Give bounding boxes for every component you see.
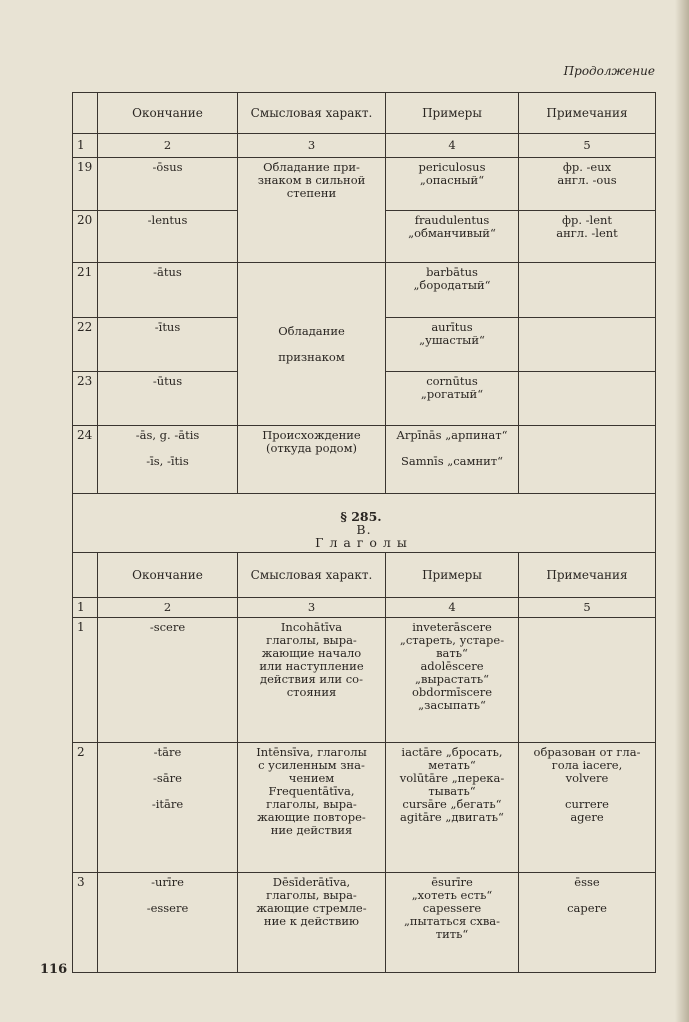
section-heading <box>73 494 656 553</box>
note-cell: образован от гла- гола iacere, volvere currere agere <box>519 743 656 873</box>
section-heading-row <box>73 494 656 553</box>
noun-suffix-table <box>72 92 656 973</box>
example-cell: fraudulentus „обманчивый“ <box>386 211 519 263</box>
row-number: 23 <box>73 372 98 426</box>
ending-cell: -lentus <box>98 211 238 263</box>
ending-cell: -tāre -sāre -itāre <box>98 743 238 873</box>
meaning-cell: Incohātīva глаголы, выра- жающие начало или наступление действия или со- стояния <box>238 618 386 743</box>
ending-cell: -scere <box>98 618 238 743</box>
header-meaning: Смысловая характ. <box>238 93 386 134</box>
example-cell: cornūtus „рогатый“ <box>386 372 519 426</box>
column-number-row <box>73 134 656 158</box>
example-cell: ēsurīre „хотеть есть“ capessere „пытаться схва- тить“ <box>386 873 519 973</box>
header-ending: Окончание <box>98 553 238 598</box>
meaning-cell: Обладание признаком <box>238 263 386 426</box>
ending-cell: -ātus <box>98 263 238 318</box>
note-cell: фр. -lent англ. -lent <box>519 211 656 263</box>
header-examples: Примеры <box>386 553 519 598</box>
note-cell <box>519 263 656 318</box>
ending-cell: -urīre -essere <box>98 873 238 973</box>
col-number: 1 <box>73 598 98 618</box>
meaning-cell: Intēnsīva, глаголы с усиленным зна- чением Frequentātīva, глаголы, выра- жающие повторе- ние действия <box>238 743 386 873</box>
page-edge-shadow <box>675 0 689 1022</box>
ending-cell: -ōsus <box>98 158 238 211</box>
header-row <box>73 93 656 134</box>
row-number: 24 <box>73 426 98 494</box>
column-number-row <box>73 598 656 618</box>
header-meaning: Смысловая характ. <box>238 553 386 598</box>
table-row <box>73 263 656 318</box>
note-cell: ēsse capere <box>519 873 656 973</box>
header-notes: Примечания <box>519 93 656 134</box>
header-ending: Окончание <box>98 93 238 134</box>
example-cell: periculosus „опасный“ <box>386 158 519 211</box>
table-row <box>73 426 656 494</box>
ending-cell: -ītus <box>98 318 238 372</box>
header-blank <box>73 553 98 598</box>
table-row <box>73 743 656 873</box>
col-number: 4 <box>386 598 519 618</box>
table-row <box>73 873 656 973</box>
page-number: 116 <box>40 962 68 977</box>
meaning-cell: Dēsīderātīva, глаголы, выра- жающие стремле- ние к действию <box>238 873 386 973</box>
note-cell: фр. -eux англ. -ous <box>519 158 656 211</box>
example-cell: barbātus „бородатый“ <box>386 263 519 318</box>
row-number: 2 <box>73 743 98 873</box>
example-cell: iactāre „бросать, метать“ volūtāre „перека- тывать“ cursāre „бегать“ agitāre „двигать“ <box>386 743 519 873</box>
header-notes: Примечания <box>519 553 656 598</box>
note-cell <box>519 318 656 372</box>
row-number: 1 <box>73 618 98 743</box>
note-cell <box>519 372 656 426</box>
col-number: 3 <box>238 598 386 618</box>
ending-cell: -ās, g. -ātis -īs, -ītis <box>98 426 238 494</box>
example-cell: Arpīnās „арпинат“ Samnīs „самнит“ <box>386 426 519 494</box>
note-cell <box>519 426 656 494</box>
example-cell: aurītus „ушастый“ <box>386 318 519 372</box>
row-number: 19 <box>73 158 98 211</box>
col-number: 5 <box>519 134 656 158</box>
note-cell <box>519 618 656 743</box>
row-number: 20 <box>73 211 98 263</box>
ending-cell: -ūtus <box>98 372 238 426</box>
section-letter: В. <box>356 522 372 537</box>
table-row <box>73 618 656 743</box>
col-number: 5 <box>519 598 656 618</box>
col-number: 3 <box>238 134 386 158</box>
col-number: 1 <box>73 134 98 158</box>
header-row <box>73 553 656 598</box>
meaning-cell: Происхождение (откуда родом) <box>238 426 386 494</box>
example-cell: inveterāscere „стареть, устаре- вать“ adolēscere „вырастать“ obdormīscere „засыпать“ <box>386 618 519 743</box>
header-blank <box>73 93 98 134</box>
col-number: 4 <box>386 134 519 158</box>
row-number: 22 <box>73 318 98 372</box>
meaning-cell: Обладание при- знаком в сильной степени <box>238 158 386 263</box>
row-number: 3 <box>73 873 98 973</box>
col-number: 2 <box>98 598 238 618</box>
running-head: Продолжение <box>563 64 655 78</box>
row-number: 21 <box>73 263 98 318</box>
section-number: § 285. <box>340 509 382 524</box>
col-number: 2 <box>98 134 238 158</box>
table-row <box>73 158 656 211</box>
header-examples: Примеры <box>386 93 519 134</box>
section-title: Глаголы <box>315 535 413 550</box>
